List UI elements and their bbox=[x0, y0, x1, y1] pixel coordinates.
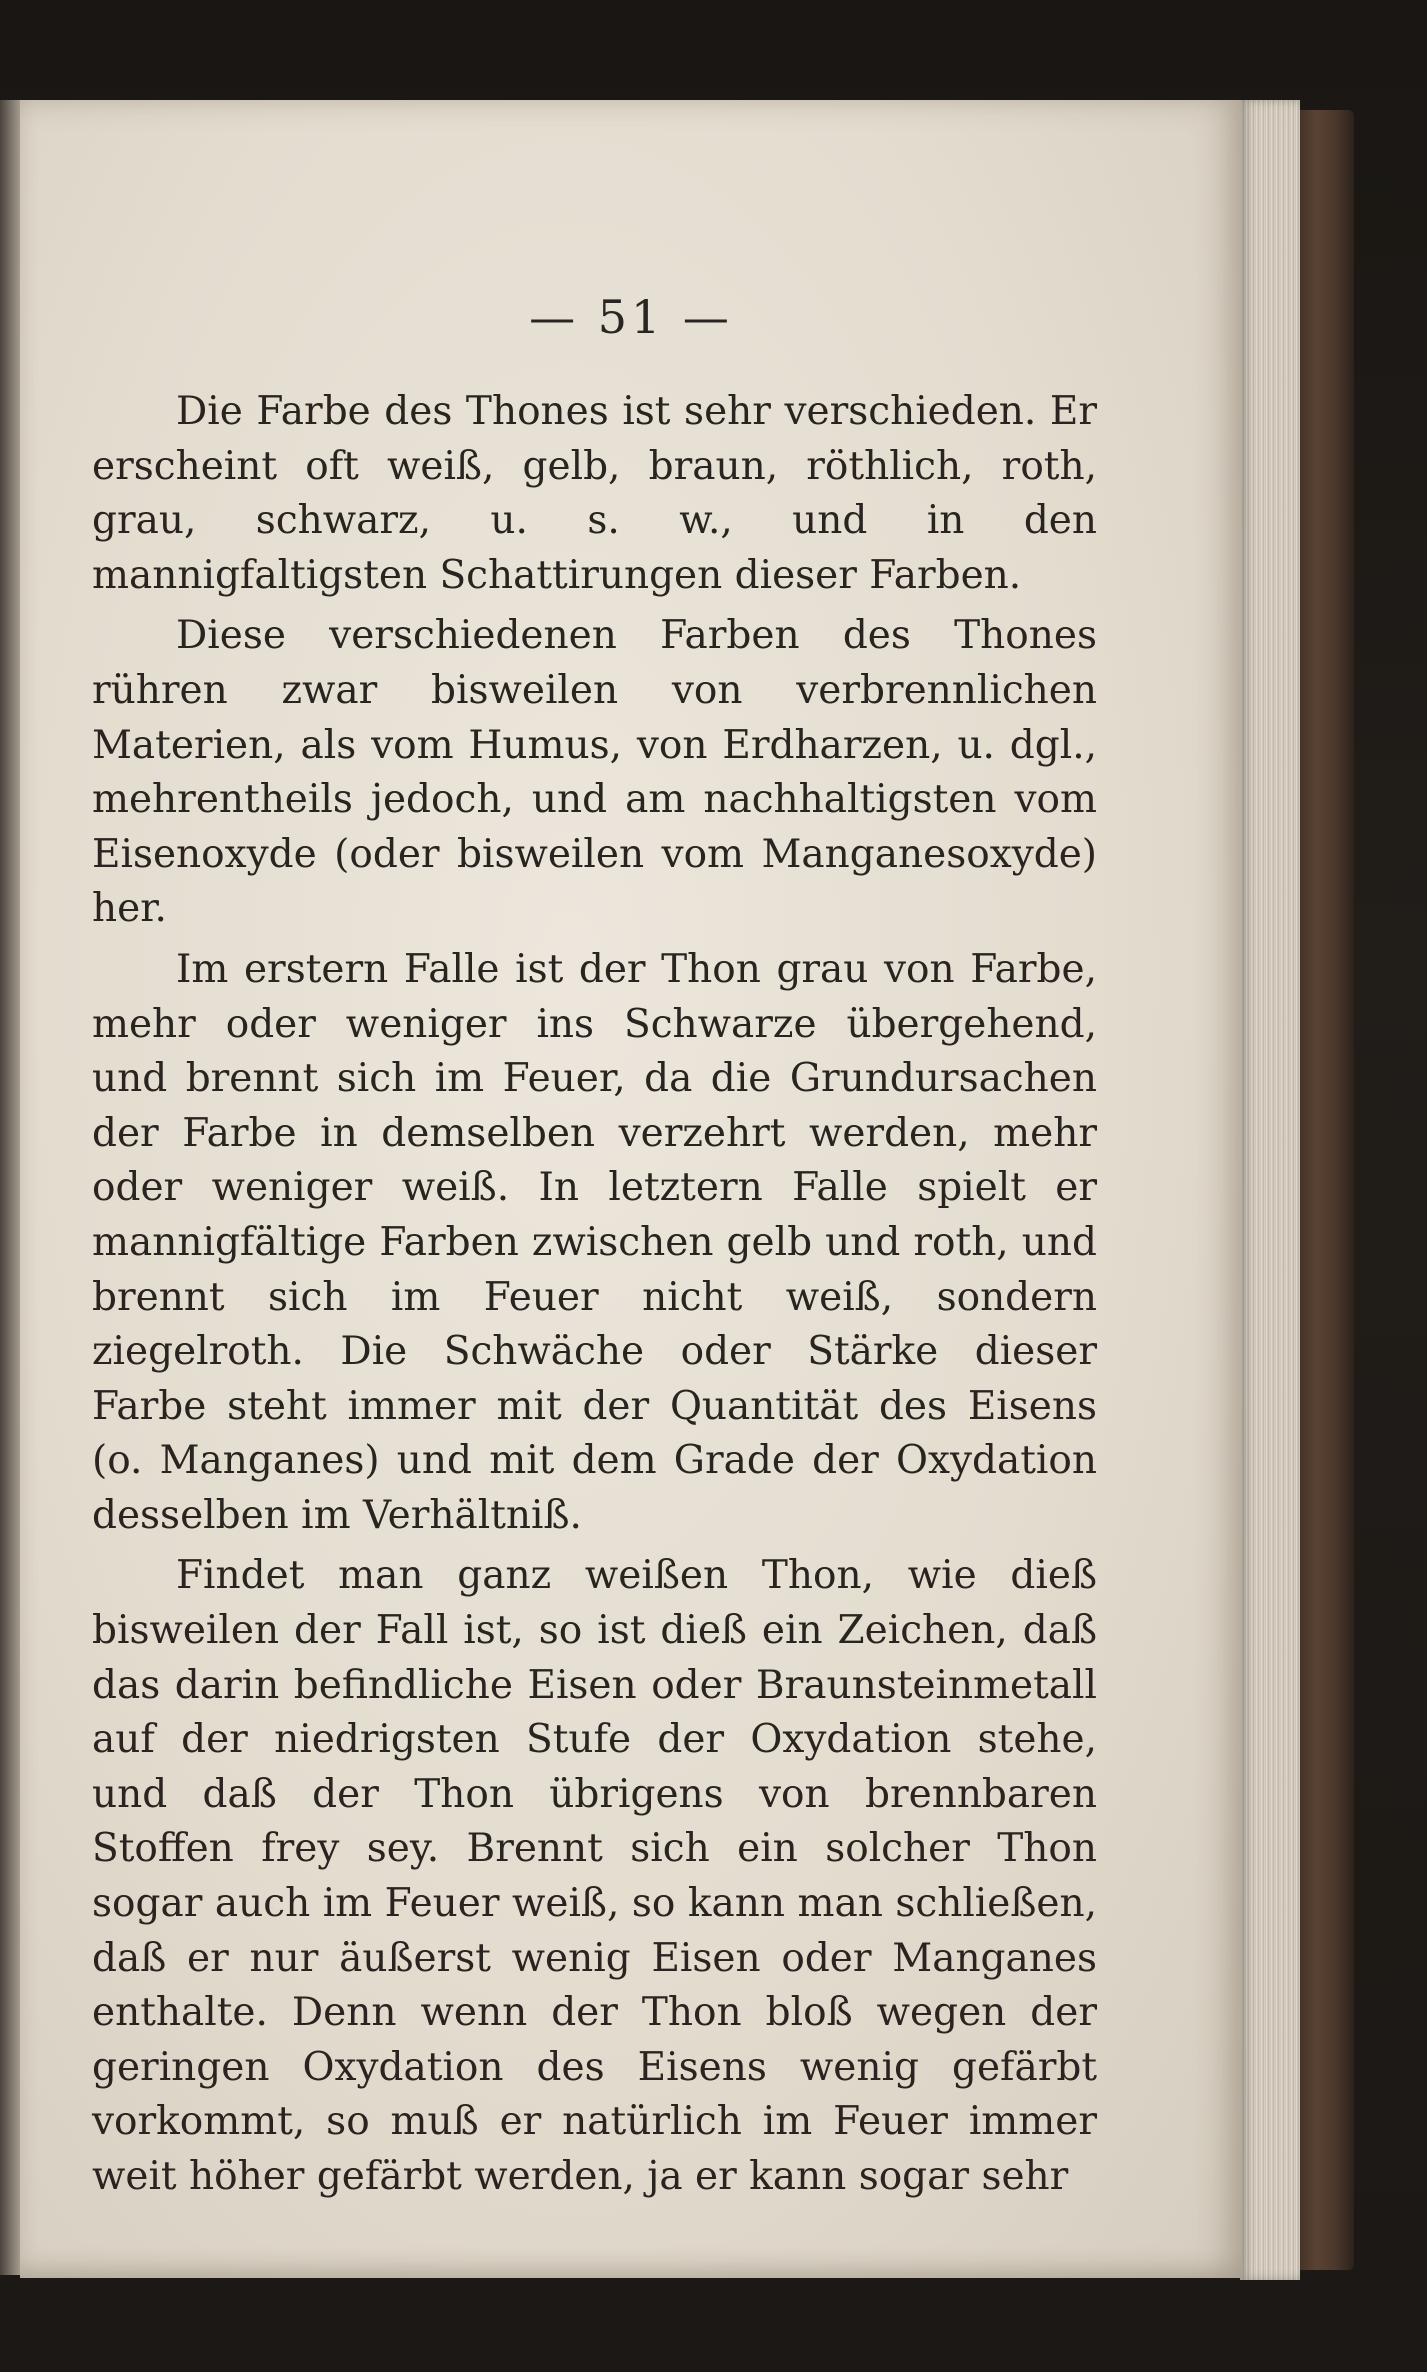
page-number-header: — 51 — bbox=[529, 290, 733, 344]
paragraph: Diese verschiedenen Farben des Thones rühren zwar bisweilen von verbrennlichen Materien, als vom Humus, von Erdharzen, u. dgl., mehrentheils jedoch, und am nachhaltigsten vom Eisenoxyde (oder bisweilen vom Manganesoxyde) her. bbox=[92, 613, 1097, 932]
book-cover-edge bbox=[1292, 110, 1354, 2270]
paragraph: Im erstern Falle ist der Thon grau von Farbe, mehr oder weniger ins Schwarze übergehend, und brennt sich im Feuer, da die Grundursachen der Farbe in demselben verzehrt werden, mehr oder weniger weiß. In letztern Falle spielt er mannigfältige Farben zwischen gelb und roth, und brennt sich im Feuer nicht weiß, sondern ziegelroth. Die Schwäche oder Stärke dieser Farbe steht immer mit der Quantität des Eisens (o. Manganes) und mit dem Grade der Oxydation desselben im Verhältniß. bbox=[92, 946, 1097, 1538]
body-text bbox=[92, 385, 1097, 2211]
paragraph: Die Farbe des Thones ist sehr verschieden. Er erscheint oft weiß, gelb, braun, röthlich, roth, grau, schwarz, u. s. w., und in den mannigfaltigsten Schattirungen dieser Farben. bbox=[92, 389, 1097, 598]
page-edge-stack bbox=[1240, 100, 1300, 2280]
book-page bbox=[20, 100, 1242, 2278]
paragraph: Findet man ganz weißen Thon, wie dieß bisweilen der Fall ist, so ist dieß ein Zeichen, daß das darin befindliche Eisen oder Braunsteinmetall auf der niedrigsten Stufe der Oxydation stehe, und daß der Thon übrigens von brennbaren Stoffen frey sey. Brennt sich ein solcher Thon sogar auch im Feuer weiß, so kann man schließen, daß er nur äußerst wenig Eisen oder Manganes enthalte. Denn wenn der Thon bloß wegen der geringen Oxydation des Eisens wenig gefärbt vorkommt, so muß er natürlich im Feuer immer weit höher gefärbt werden, ja er kann sogar sehr bbox=[92, 1553, 1097, 2199]
